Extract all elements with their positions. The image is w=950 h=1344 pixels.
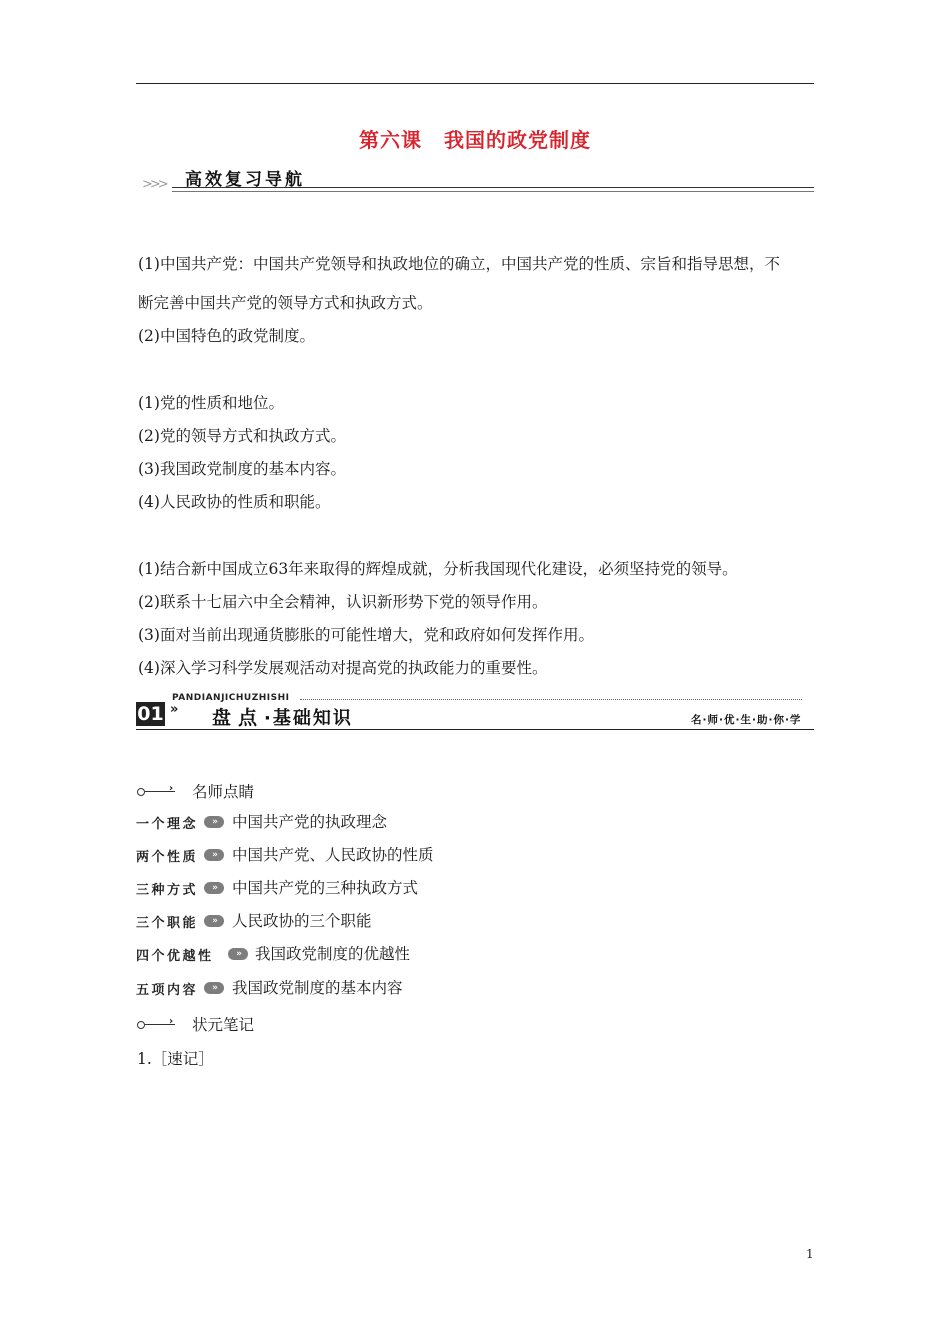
double-arrow-pill-icon: »	[204, 882, 224, 894]
paragraph-line: (2)党的领导方式和执政方式。	[138, 427, 346, 445]
lesson-number: 第六课	[359, 128, 422, 152]
paragraph-line: (1)中国共产党：中国共产党领导和执政地位的确立，中国共产党的性质、宗旨和指导思想，不	[138, 255, 780, 273]
double-arrow-pill-icon: »	[228, 948, 248, 960]
key-point-text: 中国共产党的执政理念	[232, 813, 388, 831]
lesson-name: 我国的政党制度	[444, 128, 591, 152]
section-tagline: 名·师·优·生·助·你·学	[691, 714, 802, 726]
key-point-text: 中国共产党、人民政协的性质	[232, 846, 434, 864]
key-point-label: 三个职能	[136, 916, 199, 931]
pinyin-caption: PANDIANJICHUZHISHI	[172, 693, 290, 703]
section-title-dot: ·	[264, 708, 273, 729]
section-rule	[172, 187, 814, 188]
key-point-label: 四个优越性	[136, 949, 214, 964]
paragraph-line: (1)结合新中国成立63年来取得的辉煌成就，分析我国现代化建设，必须坚持党的领导。	[138, 560, 738, 578]
review-navigation-header	[140, 164, 814, 194]
key-point-text: 人民政协的三个职能	[232, 912, 372, 930]
section-title-b: 基础知识	[272, 708, 353, 729]
chevrons-icon: >>>	[142, 177, 166, 192]
quick-note-heading: 1.［速记］	[137, 1050, 214, 1068]
paragraph-line: (2)联系十七届六中全会精神，认识新形势下党的领导作用。	[138, 593, 548, 611]
paragraph-line: (4)深入学习科学发展观活动对提高党的执政能力的重要性。	[138, 659, 548, 677]
paragraph-line: (3)面对当前出现通货膨胀的可能性增大，党和政府如何发挥作用。	[138, 626, 594, 644]
double-chevron-icon: »	[170, 702, 179, 717]
key-point-text: 中国共产党的三种执政方式	[232, 879, 419, 897]
paragraph-line: (2)中国特色的政党制度。	[138, 327, 315, 345]
section-title	[212, 703, 353, 730]
key-point-label: 五项内容	[136, 983, 199, 998]
double-arrow-pill-icon: »	[204, 982, 224, 994]
paragraph-line: 断完善中国共产党的领导方式和执政方式。	[138, 294, 433, 312]
section-label: 高效复习导航	[185, 170, 305, 190]
section-rule-thin	[172, 191, 814, 192]
key-point-label: 两个性质	[136, 850, 199, 865]
double-arrow-pill-icon: »	[204, 849, 224, 861]
section-underline	[136, 729, 814, 730]
double-arrow-pill-icon: »	[204, 816, 224, 828]
dotted-rule	[300, 699, 802, 700]
section-title-a: 盘点	[212, 707, 265, 729]
circle-arrow-icon: ›	[137, 1021, 179, 1029]
double-arrow-pill-icon: »	[204, 915, 224, 927]
paragraph-line: (3)我国政党制度的基本内容。	[138, 460, 346, 478]
paragraph-line: (4)人民政协的性质和职能。	[138, 493, 331, 511]
circle-arrow-icon: ›	[137, 788, 179, 796]
paragraph-line: (1)党的性质和地位。	[138, 394, 284, 412]
header-rule	[136, 83, 814, 84]
key-point-label: 一个理念	[136, 817, 199, 832]
key-point-text: 我国政党制度的优越性	[255, 945, 411, 963]
section-number-badge: 01	[137, 703, 164, 725]
key-point-text: 我国政党制度的基本内容	[232, 979, 403, 997]
key-point-label: 三种方式	[136, 883, 199, 898]
page-number: 1	[806, 1247, 814, 1261]
basic-knowledge-header	[136, 692, 814, 732]
lesson-title	[0, 124, 950, 153]
